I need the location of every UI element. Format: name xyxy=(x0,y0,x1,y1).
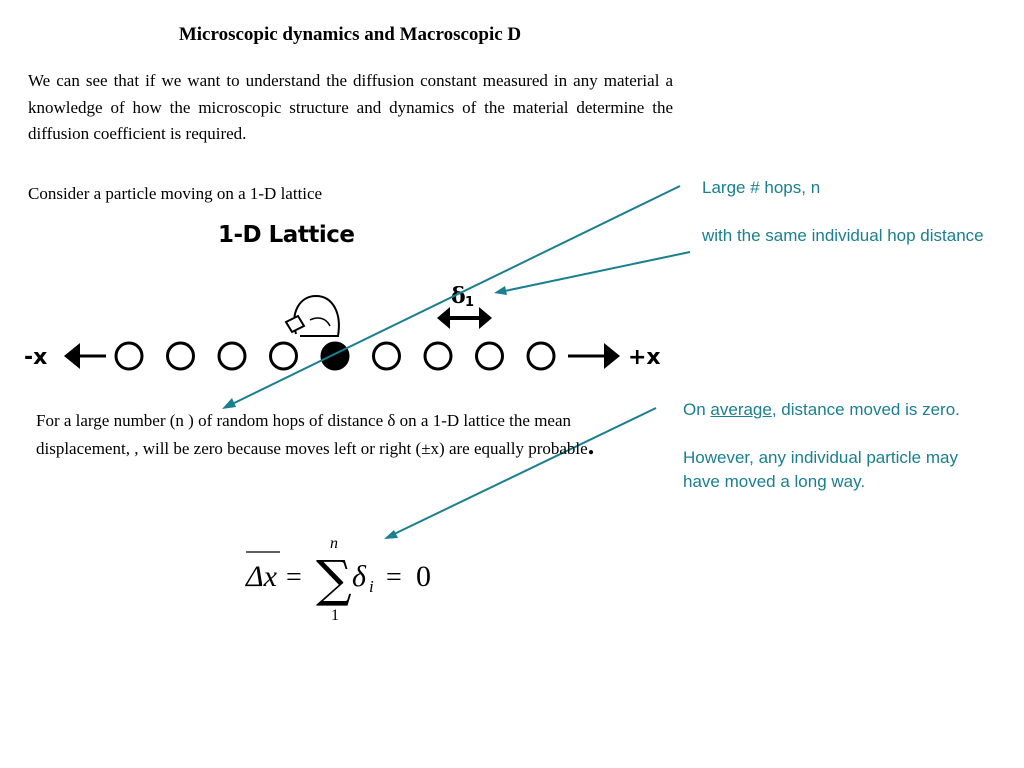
right-arrow-icon xyxy=(568,343,620,369)
equation-term: δ xyxy=(352,560,366,593)
hops-note-line1: Large # hops, n xyxy=(702,178,821,197)
pos-x-label: +x xyxy=(628,345,661,370)
delta-subscript: 1 xyxy=(465,295,475,310)
equation-lhs: Δx xyxy=(246,560,277,593)
occupied-lattice-site xyxy=(322,343,348,369)
delta-symbol: δ xyxy=(451,283,466,309)
lattice-site xyxy=(374,343,400,369)
double-arrow-icon xyxy=(437,307,492,329)
left-arrow-icon xyxy=(64,343,106,369)
average-prefix: On xyxy=(683,400,711,419)
random-hops-text: For a large number (n ) of random hops of distance δ on a 1-D lattice the mean displacement, , will be zero because moves left or right (±x) are equally probable xyxy=(36,411,588,458)
lattice-title: 1-D Lattice xyxy=(218,222,355,248)
average-note-line xyxy=(683,398,983,422)
lattice-site xyxy=(116,343,142,369)
lattice-sites xyxy=(116,343,554,369)
hops-note-line2: with the same individual hop distance xyxy=(702,226,984,245)
paragraph-end-mark: . xyxy=(587,431,595,460)
sum-lower-limit: 1 xyxy=(331,607,339,624)
however-note: However, any individual particle may have moved a long way. xyxy=(683,448,958,491)
equation-term-sub: i xyxy=(369,577,374,596)
page-title: Microscopic dynamics and Macroscopic D xyxy=(178,24,522,45)
pointer-large-hops xyxy=(222,186,680,409)
equation-rhs: 0 xyxy=(416,560,431,593)
equation-equals: = xyxy=(286,562,302,593)
average-word: average xyxy=(710,400,772,419)
random-hops-paragraph xyxy=(36,407,606,463)
lattice-site xyxy=(477,343,503,369)
intro-paragraph: We can see that if we want to understand the diffusion constant measured in any material a knowledge of how the microscopic structure and dynamics of the material determine the diffusion coefficient is required. xyxy=(28,71,673,143)
mean-displacement-equation xyxy=(244,532,504,632)
consider-text: Consider a particle moving on a 1-D lattice xyxy=(28,184,323,203)
lattice-site xyxy=(168,343,194,369)
average-note xyxy=(683,398,983,494)
lattice-site xyxy=(528,343,554,369)
hops-note xyxy=(702,176,1002,248)
sum-sigma: ∑ xyxy=(316,550,352,608)
hop-cartoon-icon xyxy=(286,296,339,336)
sum-upper-limit: n xyxy=(330,535,338,552)
lattice-site xyxy=(219,343,245,369)
equation-equals2: = xyxy=(386,562,402,593)
lattice-site xyxy=(271,343,297,369)
average-suffix: , distance moved is zero. xyxy=(771,400,960,419)
neg-x-label: -x xyxy=(24,345,48,370)
pointer-hop-distance xyxy=(494,252,690,295)
lattice-site xyxy=(425,343,451,369)
